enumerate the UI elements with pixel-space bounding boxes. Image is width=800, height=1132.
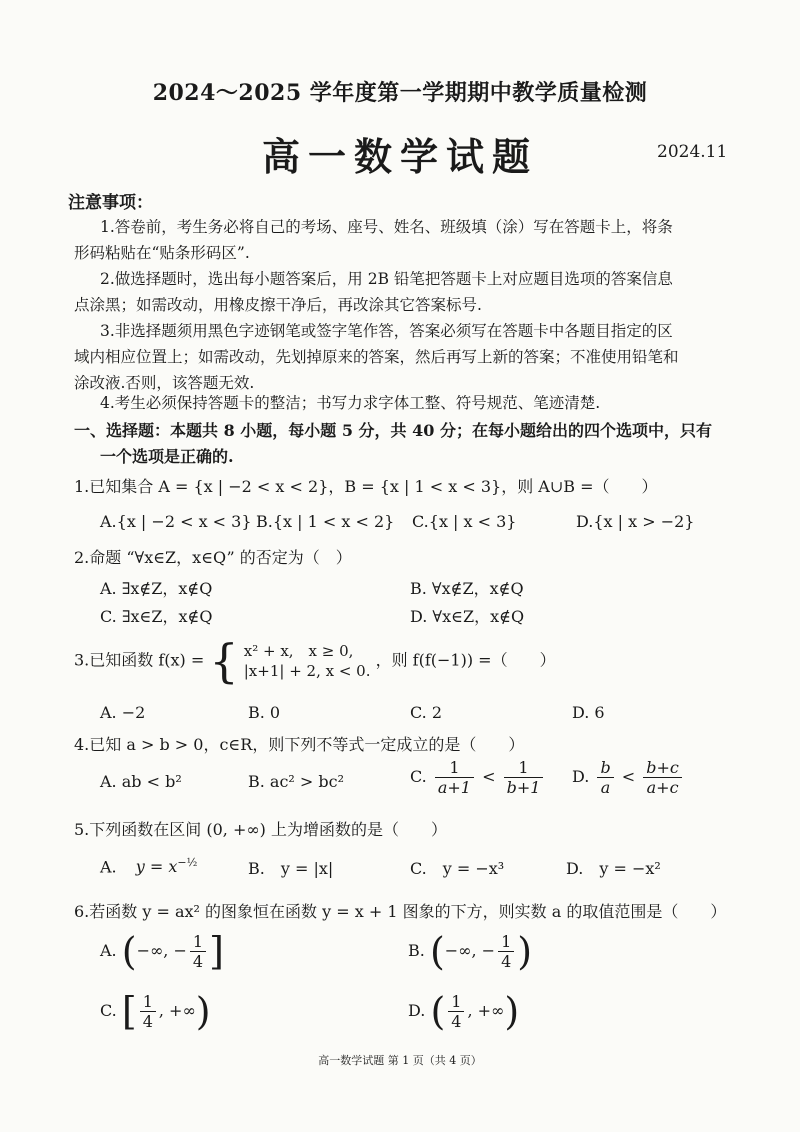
question-5-option-a: A. $y = x^{-\frac{1}{2}}$ (100, 856, 198, 877)
question-4-option-c: C. $\frac{1}{a+1}$ < $\frac{1}{b+1}$ (410, 758, 546, 797)
question-1-option-d: D.{x | x > −2} (576, 512, 695, 531)
question-2-stem: 2.命题 “∀x∈Z，x∈Q” 的否定为（ ） (74, 548, 352, 567)
section-1-heading: 一、选择题：本题共 8 小题，每小题 5 分，共 40 分；在每小题给出的四个选项中，只有 (74, 421, 712, 440)
piecewise-function (244, 641, 371, 682)
notice-line-2: 形码粘贴在“贴条形码区”. (74, 244, 250, 262)
notice-line-7: 涂改液.否则，该答题无效. (74, 374, 255, 392)
question-6-option-a: A. (−∞, − $\frac{1}{4}$ ] (100, 929, 224, 974)
question-3-option-a: A. −2 (100, 703, 146, 722)
fraction: $\frac{1}{b+1}$ (504, 758, 544, 797)
piece-1: x² + x, x ≥ 0, (243, 641, 354, 660)
notice-line-1: 1.答卷前，考生务必将自己的考场、座号、姓名、班级填（涂）写在答题卡上，将条 (100, 218, 673, 236)
piece-2: |x+1| + 2, x < 0. (243, 662, 371, 680)
exam-title: 高一数学试题 (261, 134, 538, 179)
question-3-option-c: C. 2 (410, 703, 443, 722)
question-3-stem: 3.已知函数 f(x) = { x² + x, x ≥ 0, |x+1| + 2, x < 0. ，则 f(f(−1)) =（ ） (74, 634, 556, 688)
question-5-option-d: D. y = −x² (566, 859, 661, 878)
question-3-option-b: B. 0 (248, 703, 281, 722)
question-1-option-c: C.{x | x < 3} (412, 512, 517, 531)
page-footer: 高一数学试题 第 1 页（共 4 页） (318, 1054, 482, 1067)
question-2-option-c: C. ∃x∈Z，x∉Q (100, 607, 213, 626)
notice-line-5: 3.非选择题须用黑色字迹钢笔或签字笔作答，答案必须写在答题卡中各题目指定的区 (100, 322, 673, 340)
fraction: $\frac{1}{4}$ (190, 932, 206, 971)
fraction: $\frac{1}{4}$ (448, 992, 464, 1031)
notice-line-6: 域内相应位置上；如需改动，先划掉原来的答案，然后再写上新的答案；不准使用铅笔和 (74, 348, 679, 366)
notice-line-3: 2.做选择题时，选出每小题答案后，用 2B 铅笔把答题卡上对应题目选项的答案信息 (100, 270, 673, 288)
notice-line-4: 点涂黑；如需改动，用橡皮擦干净后，再改涂其它答案标号. (74, 296, 482, 314)
fraction: $\frac{b}{a}$ (597, 758, 613, 797)
notice-line-8: 4.考生必须保持答题卡的整洁；书写力求字体工整、符号规范、笔迹清楚. (100, 394, 601, 412)
question-1-option-a: A.{x | −2 < x < 3} (100, 512, 252, 531)
question-5-option-c: C. y = −x³ (410, 859, 505, 878)
notice-heading: 注意事项： (68, 193, 153, 213)
question-3-tail: ，则 f(f(−1)) =（ ） (375, 650, 556, 670)
fraction: $\frac{1}{4}$ (140, 992, 156, 1031)
question-5-stem: 5.下列函数在区间 (0, +∞) 上为增函数的是（ ） (74, 820, 448, 839)
fraction: $\frac{1}{a+1}$ (435, 758, 474, 797)
question-1-option-b: B.{x | 1 < x < 2} (256, 512, 395, 531)
question-3-lead: 3.已知函数 f(x) = (74, 650, 205, 670)
section-1-heading-cont: 一个选项是正确的. (100, 447, 234, 466)
question-6-option-c: C. [ $\frac{1}{4}$ , +∞) (100, 989, 211, 1034)
exam-date: 2024.11 (657, 142, 728, 162)
question-5-option-b: B. y = |x| (248, 859, 334, 878)
fraction: $\frac{b+c}{a+c}$ (643, 758, 682, 797)
question-6-stem: 6.若函数 y = ax² 的图象恒在函数 y = x + 1 图象的下方，则实数 a 的取值范围是（ ） (74, 902, 727, 921)
question-6-option-b: B. (−∞, − $\frac{1}{4}$ ) (408, 929, 533, 974)
fraction: $\frac{1}{4}$ (498, 932, 514, 971)
question-4-option-b: B. ac² > bc² (248, 772, 345, 791)
question-1-stem: 1.已知集合 A = {x | −2 < x < 2}，B = {x | 1 < x < 3}，则 A∪B =（ ） (74, 477, 658, 496)
question-3-option-d: D. 6 (572, 703, 605, 722)
question-4-stem: 4.已知 a > b > 0，c∈R，则下列不等式一定成立的是（ ） (74, 735, 525, 754)
question-6-option-d: D. ( $\frac{1}{4}$ , +∞) (408, 989, 520, 1034)
question-4-option-d: D. $\frac{b}{a}$ < $\frac{b+c}{a+c}$ (572, 758, 685, 797)
exam-header: 2024～2025 学年度第一学期期中教学质量检测 (152, 80, 648, 106)
question-4-option-a: A. ab < b² (100, 772, 182, 791)
question-2-option-d: D. ∀x∈Z，x∉Q (410, 607, 525, 626)
question-2-option-a: A. ∃x∉Z，x∉Q (100, 579, 213, 598)
question-2-option-b: B. ∀x∉Z，x∉Q (410, 579, 524, 598)
